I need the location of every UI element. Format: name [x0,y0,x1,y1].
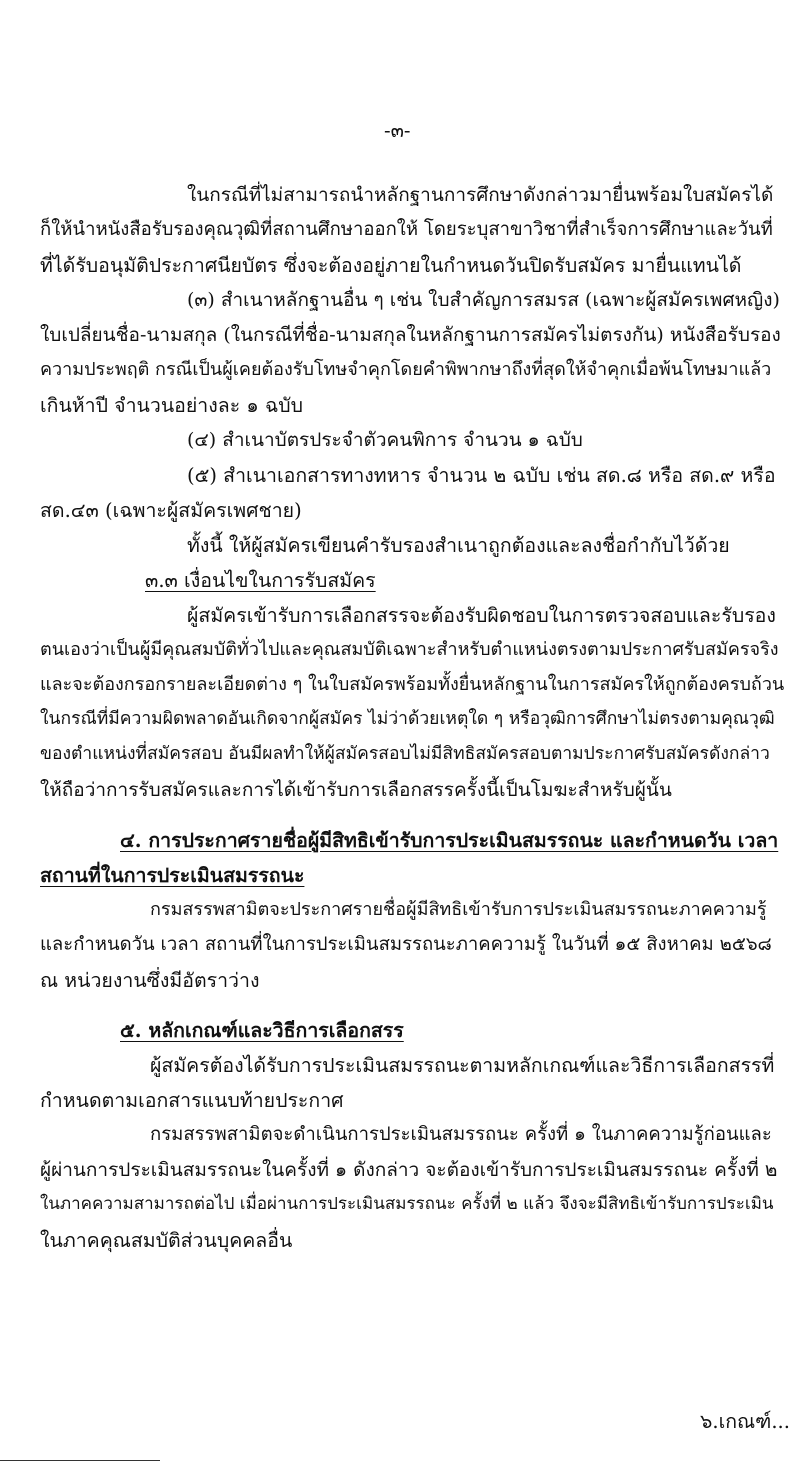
footer-rule [0,1460,160,1461]
para-line: และจะต้องกรอกรายละเอียดต่าง ๆ ในใบสมัครพร้อมทั้งยื่นหลักฐานในการสมัครให้ถูกต้องครบถ้วน [40,674,785,695]
para-line: ในกรณีที่ไม่สามารถนำหลักฐานการศึกษาดังกล่าวมายื่นพร้อมใบสมัครได้ [187,184,774,206]
list-item-5: (๕) สำเนาเอกสารทางทหาร จำนวน ๒ ฉบับ เช่น สด.๘ หรือ สด.๙ หรือ [187,464,776,487]
para-line: ในกรณีที่มีความผิดพลาดอันเกิดจากผู้สมัคร ไม่ว่าด้วยเหตุใด ๆ หรือวุฒิการศึกษาไม่ตรงตามคุณวุฒิ [40,709,775,729]
para-line: ก็ให้นำหนังสือรับรองคุณวุฒิที่สถานศึกษาออกให้ โดยระบุสาขาวิชาที่สำเร็จการศึกษาและวันที่ [40,219,773,240]
para-line: ให้ถือว่าการรับสมัครและการได้เข้ารับการเลือกสรรครั้งนี้เป็นโมฆะสำหรับผู้นั้น [40,779,672,801]
para-line: ผู้สมัครเข้ารับการเลือกสรรจะต้องรับผิดชอบในการตรวจสอบและรับรอง [187,604,776,627]
para-line: กรมสรรพสามิตจะดำเนินการประเมินสมรรถนะ ครั้งที่ ๑ ในภาคความรู้ก่อนและ [150,1124,772,1145]
para-line: ใบเปลี่ยนชื่อ-นามสกุล (ในกรณีที่ชื่อ-นามสกุลในหลักฐานการสมัครไม่ตรงกัน) หนังสือรับรอง [40,324,781,346]
para-line: ในภาคความสามารถต่อไป เมื่อผ่านการประเมินสมรรถนะ ครั้งที่ ๒ แล้ว จึงจะมีสิทธิเข้ารับการประเมิน [40,1194,774,1214]
para-line: สด.๔๓ (เฉพาะผู้สมัครเพศชาย) [40,499,302,522]
para-line: ตนเองว่าเป็นผู้มีคุณสมบัติทั่วไปและคุณสมบัติเฉพาะสำหรับตำแหน่งตรงตามประกาศรับสมัครจริง [40,639,779,660]
para-line: ณ หน่วยงานซึ่งมีอัตราว่าง [40,969,260,992]
list-item-4: (๔) สำเนาบัตรประจำตัวคนพิการ จำนวน ๑ ฉบับ [187,429,583,451]
para-line: ผู้ผ่านการประเมินสมรรถนะในครั้งที่ ๑ ดังกล่าว จะต้องเข้ารับการประเมินสมรรถนะ ครั้งที่ ๒ [40,1159,778,1181]
para-line: ผู้สมัครต้องได้รับการประเมินสมรรถนะตามหลักเกณฑ์และวิธีการเลือกสรรที่ [150,1054,775,1077]
section-4-heading: ๔. การประกาศรายชื่อผู้มีสิทธิเข้ารับการประเมินสมรรถนะ และกำหนดวัน เวลา [120,829,779,852]
certification-note: ทั้งนี้ ให้ผู้สมัครเขียนคำรับรองสำเนาถูกต้องและลงชื่อกำกับไว้ด้วย [187,534,730,557]
page-number: -๓- [384,119,411,142]
continuation-marker: ๖.เกณฑ์... [700,1410,790,1433]
para-line: ของตำแหน่งที่สมัครสอบ อันมีผลทำให้ผู้สมัครสอบไม่มีสิทธิสมัครสอบตามประกาศรับสมัครดังกล่าว [40,744,770,764]
para-line: กำหนดตามเอกสารแนบท้ายประกาศ [40,1089,344,1112]
section-4-heading-cont: สถานที่ในการประเมินสมรรถนะ [40,864,305,887]
section-3-3-heading: ๓.๓ เงื่อนไขในการรับสมัคร [145,569,376,592]
section-5-heading: ๕. หลักเกณฑ์และวิธีการเลือกสรร [120,1019,404,1042]
para-line: และกำหนดวัน เวลา สถานที่ในการประเมินสมรรถนะภาคความรู้ ในวันที่ ๑๕ สิงหาคม ๒๕๖๘ [40,934,772,955]
para-line: กรมสรรพสามิตจะประกาศรายชื่อผู้มีสิทธิเข้ารับการประเมินสมรรถนะภาคความรู้ [150,899,767,920]
para-line: ที่ได้รับอนุมัติประกาศนียบัตร ซึ่งจะต้องอยู่ภายในกำหนดวันปิดรับสมัคร มายื่นแทนได้ [40,254,742,277]
para-line: ความประพฤติ กรณีเป็นผู้เคยต้องรับโทษจำคุกโดยคำพิพากษาถึงที่สุดให้จำคุกเมื่อพ้นโทษมาแล้ว [40,359,772,380]
para-line: ในภาคคุณสมบัติส่วนบุคคลอื่น [40,1229,293,1252]
list-item-3: (๓) สำเนาหลักฐานอื่น ๆ เช่น ใบสำคัญการสมรส (เฉพาะผู้สมัครเพศหญิง) [187,289,780,311]
para-line: เกินห้าปี จำนวนอย่างละ ๑ ฉบับ [40,394,304,417]
